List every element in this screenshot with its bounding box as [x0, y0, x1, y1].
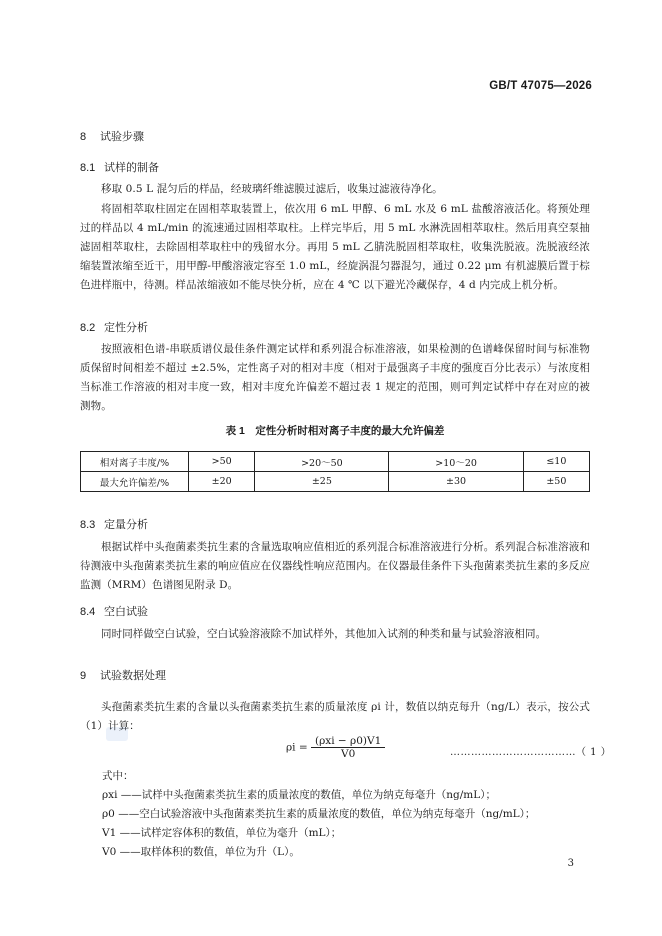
- section-title: 试验数据处理: [100, 670, 166, 682]
- section-number: 8.3: [80, 519, 96, 531]
- table-cell: >50: [189, 452, 255, 472]
- section-8-2-heading: [80, 319, 148, 335]
- section-title: 试验步骤: [100, 131, 144, 143]
- table-row: [81, 452, 590, 472]
- paragraph: 移取 0.5 L 混匀后的样品，经玻璃纤维滤膜过滤后，收集过滤液待净化。: [101, 183, 443, 195]
- section-title: 定量分析: [104, 519, 148, 531]
- section-number: 8.2: [80, 322, 96, 334]
- paragraph: 头孢菌素类抗生素的含量以头孢菌素类抗生素的质量浓度 ρi 计，数值以纳克每升（ng/L）表示，按公式（1）计算：: [80, 701, 590, 732]
- table-cell: ±20: [189, 472, 255, 492]
- table-cell: ≤10: [523, 452, 589, 472]
- section-9-heading: [80, 667, 166, 683]
- section-8-1-heading: [80, 159, 159, 175]
- formula-denominator: V0: [341, 748, 356, 760]
- formula-numerator: (ρxi − ρ0)V1: [311, 735, 385, 748]
- section-8-3-heading: [80, 516, 148, 532]
- paragraph: 根据试样中头孢菌素类抗生素的含量选取响应值相近的系列混合标准溶液进行分析。系列混合标准溶液和待测液中头孢菌素类抗生素的响应值应在仪器线性响应范围内。在仪器最佳条件下头孢菌素类抗生素的多反应监测（MRM）色谱图见附录 D。: [80, 541, 590, 591]
- deviation-table: [80, 451, 590, 492]
- table-cell: >20～50: [255, 452, 389, 472]
- where-label: 式中：: [102, 770, 134, 782]
- definition-item: ρ0 ——空白试验溶液中头孢菌素类抗生素的质量浓度的数值，单位为纳克每毫升（ng/mL）；: [102, 808, 536, 820]
- table-cell: ±25: [255, 472, 389, 492]
- table-caption: 表 1 定性分析时相对离子丰度的最大允许偏差: [225, 425, 445, 437]
- table-cell: 相对离子丰度/%: [81, 452, 189, 472]
- section-title: 空白试验: [104, 606, 148, 618]
- watermark-logo: [106, 727, 128, 741]
- section-title: 定性分析: [104, 322, 148, 334]
- section-number: 8.1: [80, 162, 96, 174]
- formula-lhs: ρi =: [286, 741, 312, 754]
- table-row: [81, 472, 590, 492]
- definition-item: ρxi ——试样中头孢菌素类抗生素的质量浓度的数值，单位为纳克每毫升（ng/mL）；: [102, 789, 496, 801]
- section-title: 试样的制备: [104, 162, 159, 174]
- definition-item: V0 ——取样体积的数值，单位为升（L）。: [102, 846, 300, 858]
- table-cell: ±30: [389, 472, 523, 492]
- formula-number: （ 1 ）: [576, 747, 612, 758]
- table-cell: 最大允许偏差/%: [81, 472, 189, 492]
- paragraph: 按照液相色谱-串联质谱仪最佳条件测定试样和系列混合标准溶液，如果检测的色谱峰保留时间与标准物质保留时间相差不超过 ±2.5%，定性离子对的相对丰度（相对于最强离子丰度的强度百分比表示）与浓度相当标准工作溶液的相对丰度一致，相对丰度允许偏差不超过表 1 规定的范围，则可判定试样中存在对应的被测物。: [80, 343, 590, 412]
- table-cell: >10～20: [389, 452, 523, 472]
- paragraph: 同时同样做空白试验，空白试验溶液除不加试样外，其他加入试剂的种类和量与试验溶液相同。: [101, 628, 547, 640]
- formula-1: [286, 735, 385, 760]
- formula-leader-dots: ………………………………: [450, 747, 576, 758]
- standard-number: GB/T 47075—2026: [489, 80, 592, 92]
- section-number: 8.4: [80, 606, 96, 618]
- section-number: 8: [80, 131, 87, 143]
- table-cell: ±50: [523, 472, 589, 492]
- section-number: 9: [80, 670, 87, 682]
- page-number: 3: [567, 858, 574, 869]
- definition-item: V1 ——试样定容体积的数值，单位为毫升（mL）；: [102, 827, 342, 839]
- formula-label: [450, 743, 611, 758]
- paragraph: 将固相萃取柱固定在固相萃取装置上，依次用 6 mL 甲醇、6 mL 水及 6 mL 盐酸溶液活化。将预处理过的样品以 4 mL/min 的流速通过固相萃取柱。上样完毕后，用 5 mL 水淋洗固相萃取柱。然后用真空泵抽滤固相萃取柱，去除固相萃取柱中的残留水分。再用 5 mL 乙腈洗脱固相萃取柱，收集洗脱液。洗脱液经浓缩装置浓缩至近干，用甲醇-甲酸溶液定容至 1.0 mL，经旋涡混匀器混匀，通过 0.22 μm 有机滤膜后置于棕色进样瓶中，待测。样品浓缩液如不能尽快分析，应在 4 ℃ 以下避光冷藏保存，4 d 内完成上机分析。: [80, 203, 590, 291]
- section-8-4-heading: [80, 603, 148, 619]
- formula-fraction: [311, 735, 385, 760]
- section-8-heading: [80, 128, 144, 144]
